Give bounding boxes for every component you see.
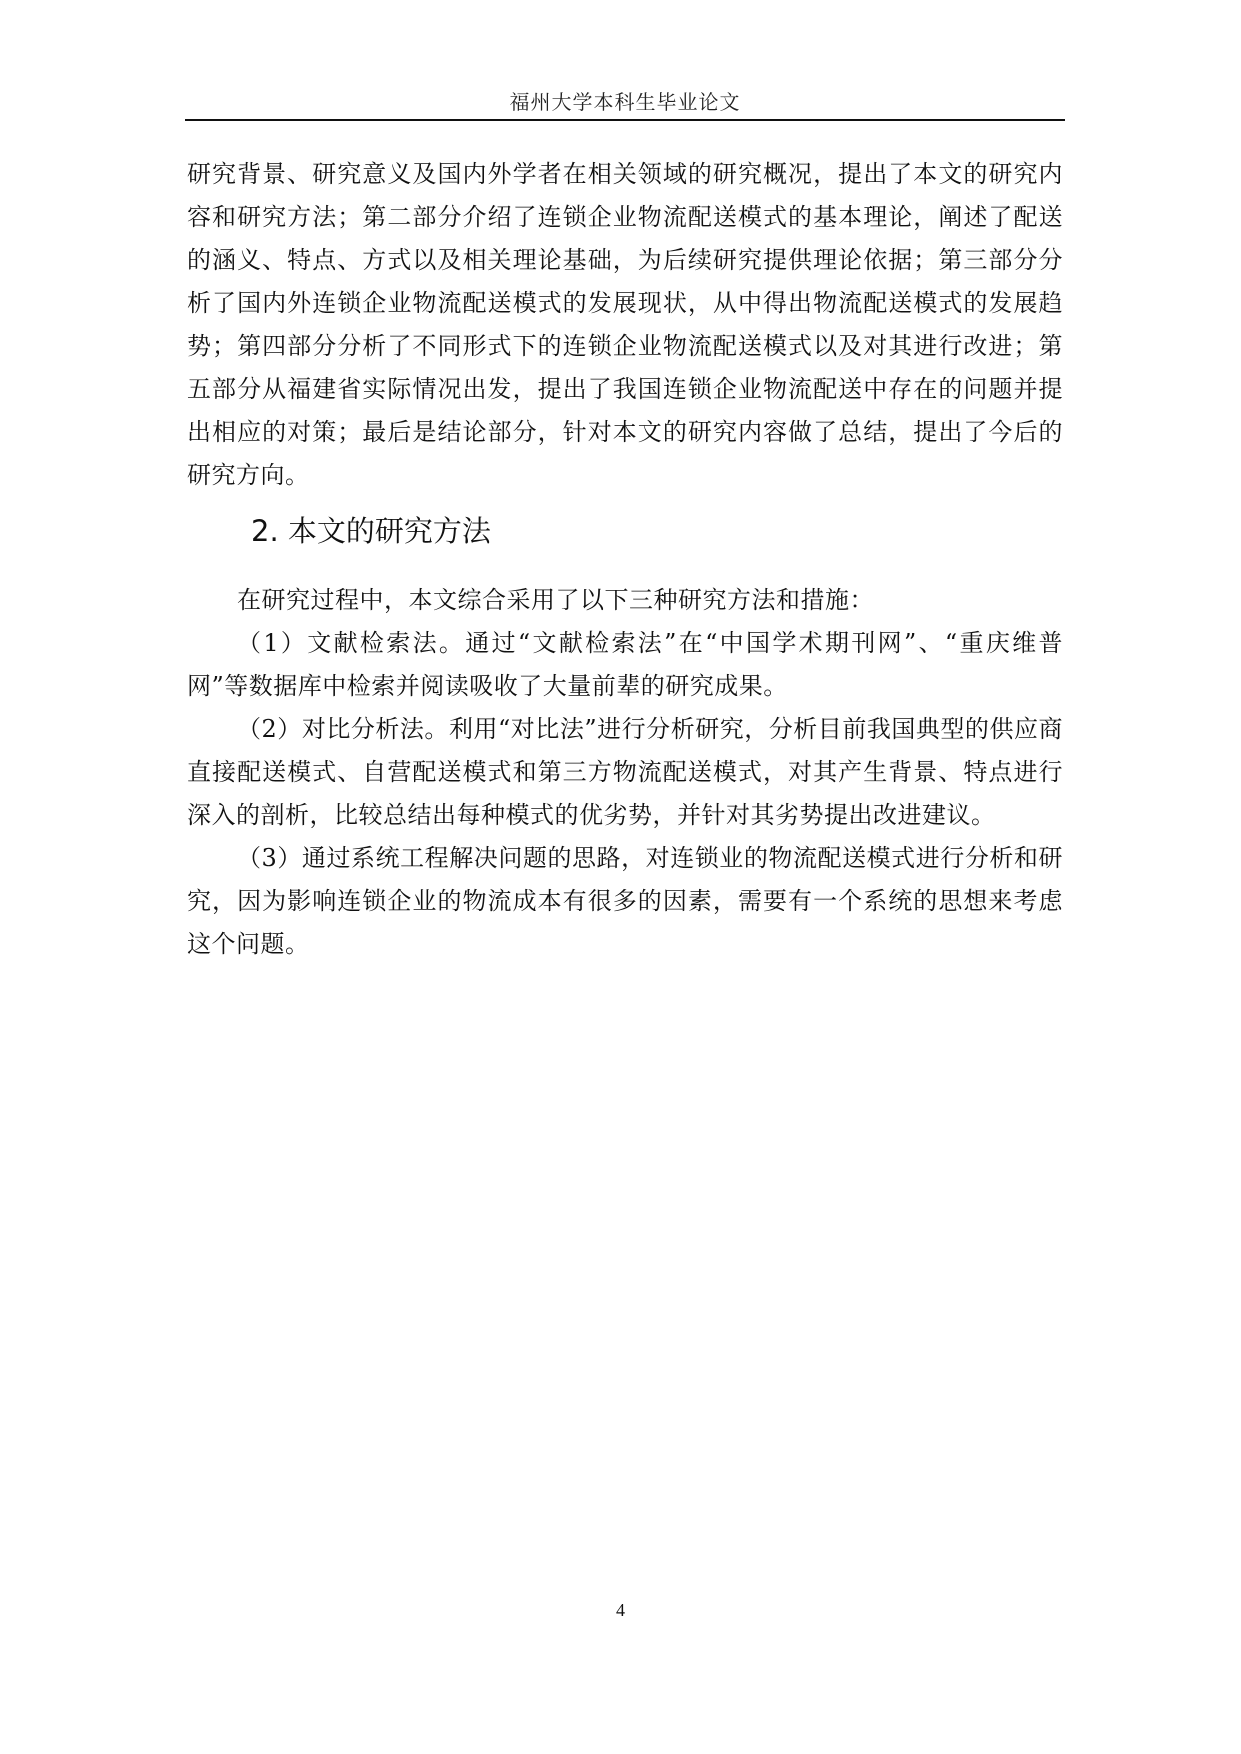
running-header: 福州大学本科生毕业论文 bbox=[509, 90, 741, 114]
intro-block bbox=[187, 153, 1063, 497]
header-rule bbox=[185, 119, 1065, 121]
section-heading: 2. 本文的研究方法 bbox=[251, 514, 491, 548]
method-item-comparison: （2）对比分析法。利用“对比法”进行分析研究，分析目前我国典型的供应商直接配送模式、自营配送模式和第三方物流配送模式，对其产生背景、特点进行深入的剖析，比较总结出每种模式的优劣势，并针对其劣势提出改进建议。 bbox=[187, 715, 1063, 829]
methods-lead-paragraph: 在研究过程中，本文综合采用了以下三种研究方法和措施： bbox=[237, 586, 874, 614]
method-item-systems: （3）通过系统工程解决问题的思路，对连锁业的物流配送模式进行分析和研究，因为影响连锁企业的物流成本有很多的因素，需要有一个系统的思想来考虑这个问题。 bbox=[187, 844, 1063, 958]
methods-block bbox=[187, 579, 1063, 966]
intro-paragraph: 研究背景、研究意义及国内外学者在相关领域的研究概况，提出了本文的研究内容和研究方法；第二部分介绍了连锁企业物流配送模式的基本理论，阐述了配送的涵义、特点、方式以及相关理论基础，为后续研究提供理论依据；第三部分分析了国内外连锁企业物流配送模式的发展现状，从中得出物流配送模式的发展趋势；第四部分分析了不同形式下的连锁企业物流配送模式以及对其进行改进；第五部分从福建省实际情况出发，提出了我国连锁企业物流配送中存在的问题并提出相应的对策；最后是结论部分，针对本文的研究内容做了总结，提出了今后的研究方向。 bbox=[187, 160, 1063, 489]
page-number: 4 bbox=[616, 1600, 625, 1620]
method-item-literature: （1）文献检索法。通过“文献检索法”在“中国学术期刊网”、“重庆维普网”等数据库中检索并阅读吸收了大量前辈的研究成果。 bbox=[187, 629, 1063, 700]
